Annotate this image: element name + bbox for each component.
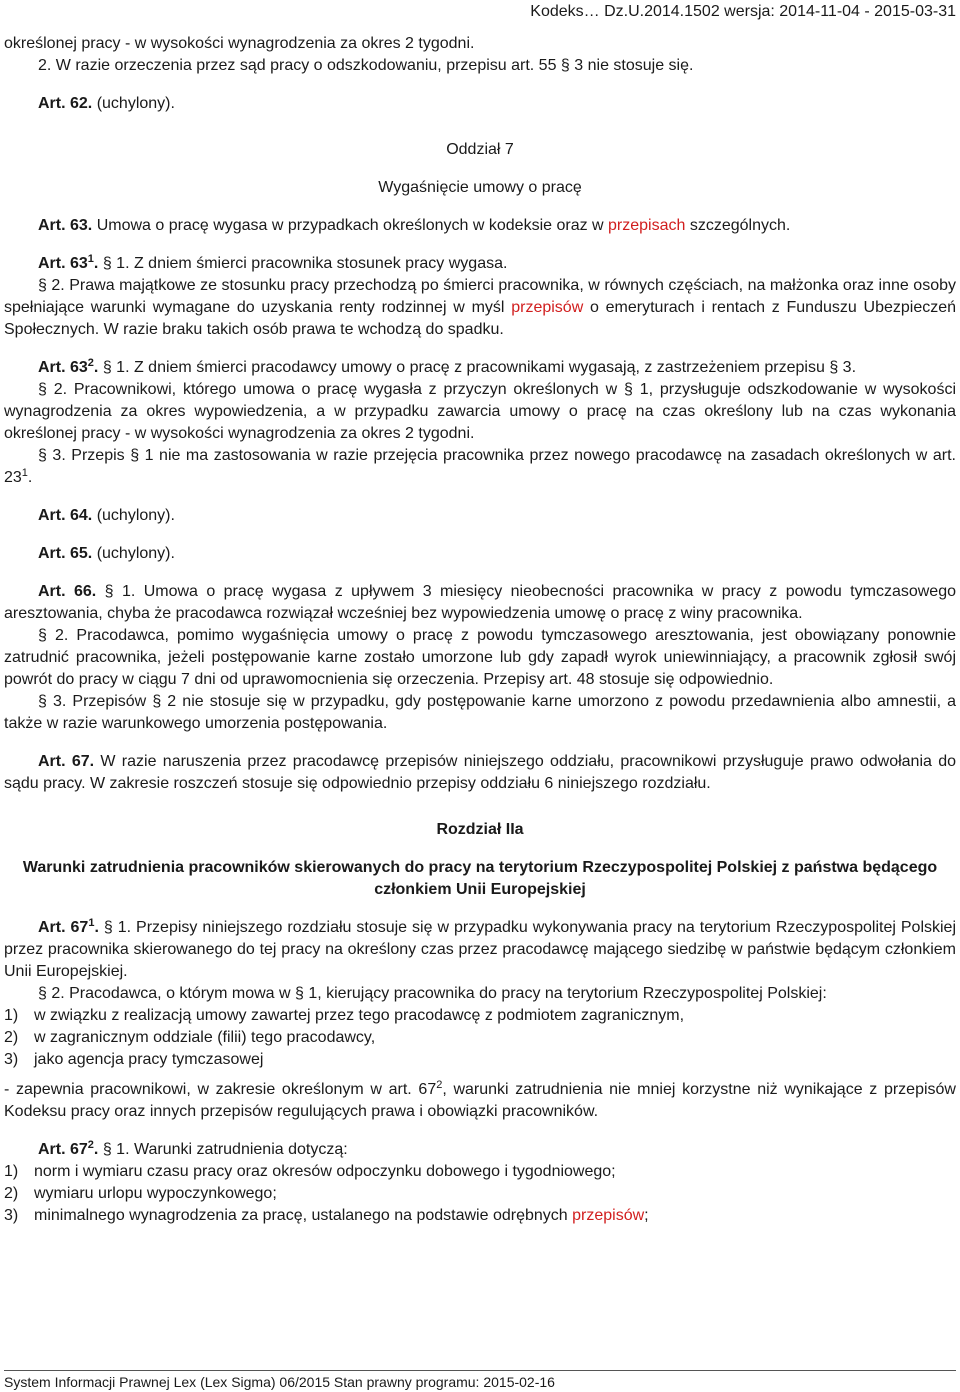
article-66: Art. 66. § 1. Umowa o pracę wygasa z upływem 3 miesięcy nieobecności pracownika w pracy z powodu tymczasowego aresztowania, chyba że pracodawca rozwiązał wcześniej bez wypowiedzenia umowę o pracę z winy pracownika.: [4, 583, 957, 622]
document-footer: System Informacji Prawnej Lex (Lex Sigma) 06/2015 Stan prawny programu: 2015-02-16: [4, 1370, 956, 1390]
law-link[interactable]: przepisów: [572, 1207, 645, 1224]
paragraph: § 3. Przepis § 1 nie ma zastosowania w razie przejęcia pracownika przez nowego pracodawcę na zasadach określonych w art. $23^1$.: [4, 447, 956, 486]
document-header: Kodeks… Dz.U.2014.1502 wersja: 2014-11-04 - 2015-03-31: [530, 3, 956, 20]
article-63-1: Art. $63^1$. § 1. Z dniem śmierci pracownika stosunek pracy wygasa.: [38, 253, 508, 272]
article-63: Art. 63. Umowa o pracę wygasa w przypadkach określonych w kodeksie oraz w przepisach szczególnych.: [38, 217, 791, 234]
article-62: Art. 62. (uchylony).: [38, 95, 175, 112]
paragraph: § 2. Pracodawca, pomimo wygaśnięcia umowy o pracę z powodu tymczasowego aresztowania, jest obowiązany ponownie zatrudnić pracownika, jeżeli postępowanie karne zostało umorzone lub gdy zapadł wyrok uniewinniający, a pracownik zgłosił swój powrót do pracy w ciągu 7 dni od uprawomocnienia się orzeczenia. Przepisy art. 48 stosuje się odpowiednio.: [4, 627, 956, 688]
chapter-title: Rozdział IIa: [436, 821, 524, 838]
paragraph: - zapewnia pracownikowi, w zakresie określonym w art. $67^2$, warunki zatrudnienia nie mniej korzystne niż wynikające z przepisów Kodeksu pracy oraz innych przepisów regulujących prawa i obowiązki pracowników.: [4, 1079, 956, 1120]
law-link[interactable]: przepisach: [608, 217, 686, 234]
article-number: Art. 65.: [38, 545, 93, 562]
article-number: Art. $63^2$.: [38, 357, 99, 376]
article-65: Art. 65. (uchylony).: [38, 545, 175, 562]
list-item: 1) w związku z realizacją umowy zawartej przez tego pracodawcę z podmiotem zagranicznym,: [4, 1007, 685, 1024]
article-67-2: Art. $67^2$. § 1. Warunki zatrudnienia dotyczą:: [38, 1139, 348, 1158]
list-item: 2) w zagranicznym oddziale (filii) tego pracodawcy,: [4, 1029, 376, 1046]
article-67: Art. 67. W razie naruszenia przez pracodawcę przepisów niniejszego oddziału, pracownikowi przysługuje prawo odwołania do sądu pracy. W zakresie roszczeń stosuje się odpowiednio przepisy oddziału 6 niniejszego rozdziału.: [4, 753, 956, 792]
article-63-2: Art. $63^2$. § 1. Z dniem śmierci pracodawcy umowy o pracę z pracownikami wygasają, z zastrzeżeniem przepisu § 3.: [38, 357, 857, 376]
list-item: 2) wymiaru urlopu wypoczynkowego;: [4, 1185, 277, 1202]
list-item: 1) norm i wymiaru czasu pracy oraz okresów odpoczynku dobowego i tygodniowego;: [4, 1163, 616, 1180]
article-number: Art. 62.: [38, 95, 93, 112]
paragraph: § 3. Przepisów § 2 nie stosuje się w przypadku, gdy postępowanie karne umorzono z powodu przedawnienia albo amnestii, a także w razie warunkowego umorzenia postępowania.: [4, 693, 956, 732]
law-link[interactable]: przepisów: [511, 299, 584, 316]
article-number: Art. $67^2$.: [38, 1139, 99, 1158]
chapter-subtitle: Warunki zatrudnienia pracowników skierowanych do pracy na terytorium Rzeczypospolitej Polskiej z państwa będącego członkiem Unii Europejskiej: [22, 859, 938, 898]
article-number: Art. $67^1$.: [38, 917, 99, 936]
enumerated-list: [4, 1161, 956, 1227]
article-number: Art. 66.: [38, 583, 97, 600]
section-subtitle: Wygaśnięcie umowy o pracę: [378, 179, 582, 196]
article-number: Art. 63.: [38, 217, 93, 234]
document-body: [4, 33, 956, 1227]
paragraph: określonej pracy - w wysokości wynagrodzenia za okres 2 tygodni.: [4, 35, 475, 52]
paragraph: § 2. Prawa majątkowe ze stosunku pracy przechodzą po śmierci pracownika, w równych częściach, na małżonka oraz inne osoby spełniające warunki wymagane do uzyskania renty rodzinnej w myśl przepisów o emeryturach i rentach z Funduszu Ubezpieczeń Społecznych. W razie braku takich osób prawa te wchodzą do spadku.: [4, 277, 957, 338]
paragraph: 2. W razie orzeczenia przez sąd pracy o odszkodowaniu, przepisu art. 55 § 3 nie stosuje się.: [38, 57, 694, 74]
article-number: Art. $63^1$.: [38, 253, 99, 272]
section-title: Oddział 7: [446, 141, 514, 158]
paragraph: § 2. Pracownikowi, którego umowa o pracę wygasła z przyczyn określonych w § 1, przysługuje odszkodowanie w wysokości wynagrodzenia za okres wypowiedzenia, a w przypadku zawarcia umowy o pracę na czas określony lub na czas wykonania określonej pracy - w wysokości wynagrodzenia za okres 2 tygodni.: [4, 381, 956, 442]
list-item: 3) jako agencja pracy tymczasowej: [4, 1051, 264, 1068]
article-64: Art. 64. (uchylony).: [38, 507, 175, 524]
enumerated-list: [4, 1005, 956, 1071]
article-number: Art. 67.: [38, 753, 95, 770]
paragraph: § 2. Pracodawca, o którym mowa w § 1, kierujący pracownika do pracy na terytorium Rzeczypospolitej Polskiej:: [38, 985, 827, 1002]
list-item: 3) minimalnego wynagrodzenia za pracę, ustalanego na podstawie odrębnych przepisów;: [4, 1207, 649, 1224]
article-67-1: Art. $67^1$. § 1. Przepisy niniejszego rozdziału stosuje się w przypadku wykonywania pracy na terytorium Rzeczypospolitej Polskiej przez pracownika skierowanego do tej pracy na określony czas przez pracodawcę mającego siedzibę w państwie będącym członkiem Unii Europejskiej.: [4, 917, 957, 980]
article-number: Art. 64.: [38, 507, 93, 524]
